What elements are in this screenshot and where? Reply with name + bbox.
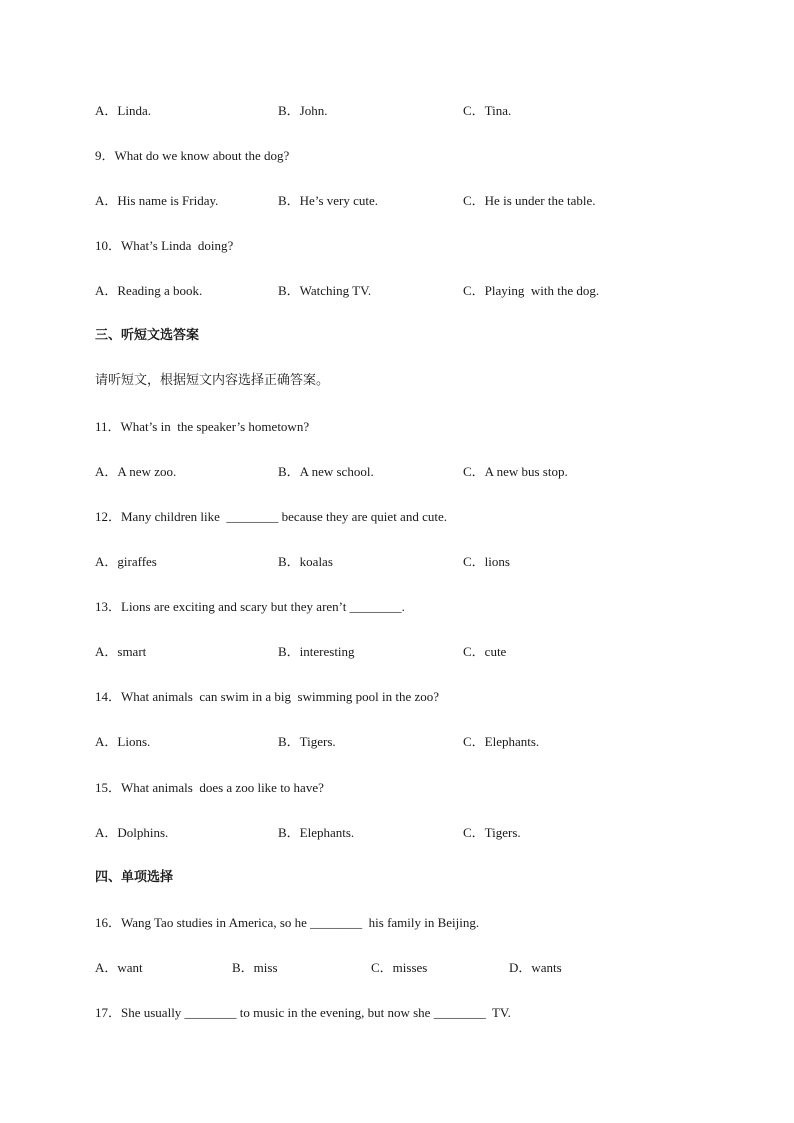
q12-option-c: C．lions [463, 554, 510, 569]
q8-option-a: A．Linda. [95, 103, 151, 118]
q12-question: 12．Many children like ________ because they are quiet and cute. [95, 509, 447, 524]
q13-option-b: B．interesting [278, 644, 355, 659]
q16-option-a: A．want [95, 960, 143, 975]
q12-option-b: B．koalas [278, 554, 333, 569]
q11-option-c: C．A new bus stop. [463, 464, 568, 479]
q16-option-c: C．misses [371, 960, 428, 975]
q14-option-c: C．Elephants. [463, 734, 540, 749]
q15-option-c: C．Tigers. [463, 825, 521, 840]
q14-option-a: A．Lions. [95, 734, 151, 749]
q10-option-b: B．Watching TV. [278, 283, 372, 298]
q14-question: 14．What animals can swim in a big swimming pool in the zoo? [95, 689, 440, 704]
section-4-heading: 四、单项选择 [95, 870, 174, 885]
q16-option-b: B．miss [232, 960, 278, 975]
q14-option-b: B．Tigers. [278, 734, 336, 749]
q9-question: 9．What do we know about the dog? [95, 148, 290, 163]
q11-option-a: A．A new zoo. [95, 464, 177, 479]
q15-option-b: B．Elephants. [278, 825, 355, 840]
q8-option-b: B．John. [278, 103, 328, 118]
q15-option-a: A．Dolphins. [95, 825, 169, 840]
q10-question: 10．What’s Linda doing? [95, 238, 234, 253]
q9-option-c: C．He is under the table. [463, 193, 596, 208]
q10-option-a: A．Reading a book. [95, 283, 203, 298]
q8-option-c: C．Tina. [463, 103, 512, 118]
q11-question: 11．What’s in the speaker’s hometown? [95, 419, 310, 434]
q13-question: 13．Lions are exciting and scary but they aren’t ________. [95, 599, 405, 614]
q9-option-b: B．He’s very cute. [278, 193, 379, 208]
q13-option-a: A．smart [95, 644, 147, 659]
q12-option-a: A．giraffes [95, 554, 157, 569]
q11-option-b: B．A new school. [278, 464, 374, 479]
q13-option-c: C．cute [463, 644, 507, 659]
q16-question: 16．Wang Tao studies in America, so he ________ his family in Beijing. [95, 915, 480, 930]
q9-option-a: A．His name is Friday. [95, 193, 219, 208]
q10-option-c: C．Playing with the dog. [463, 283, 600, 298]
section-3-heading: 三、听短文选答案 [95, 328, 200, 343]
q15-question: 15．What animals does a zoo like to have? [95, 780, 324, 795]
q16-option-d: D．wants [509, 960, 562, 975]
q17-question: 17．She usually ________ to music in the evening, but now she ________ TV. [95, 1005, 511, 1020]
section-3-instruction: 请听短文，根据短文内容选择正确答案。 [95, 373, 330, 388]
